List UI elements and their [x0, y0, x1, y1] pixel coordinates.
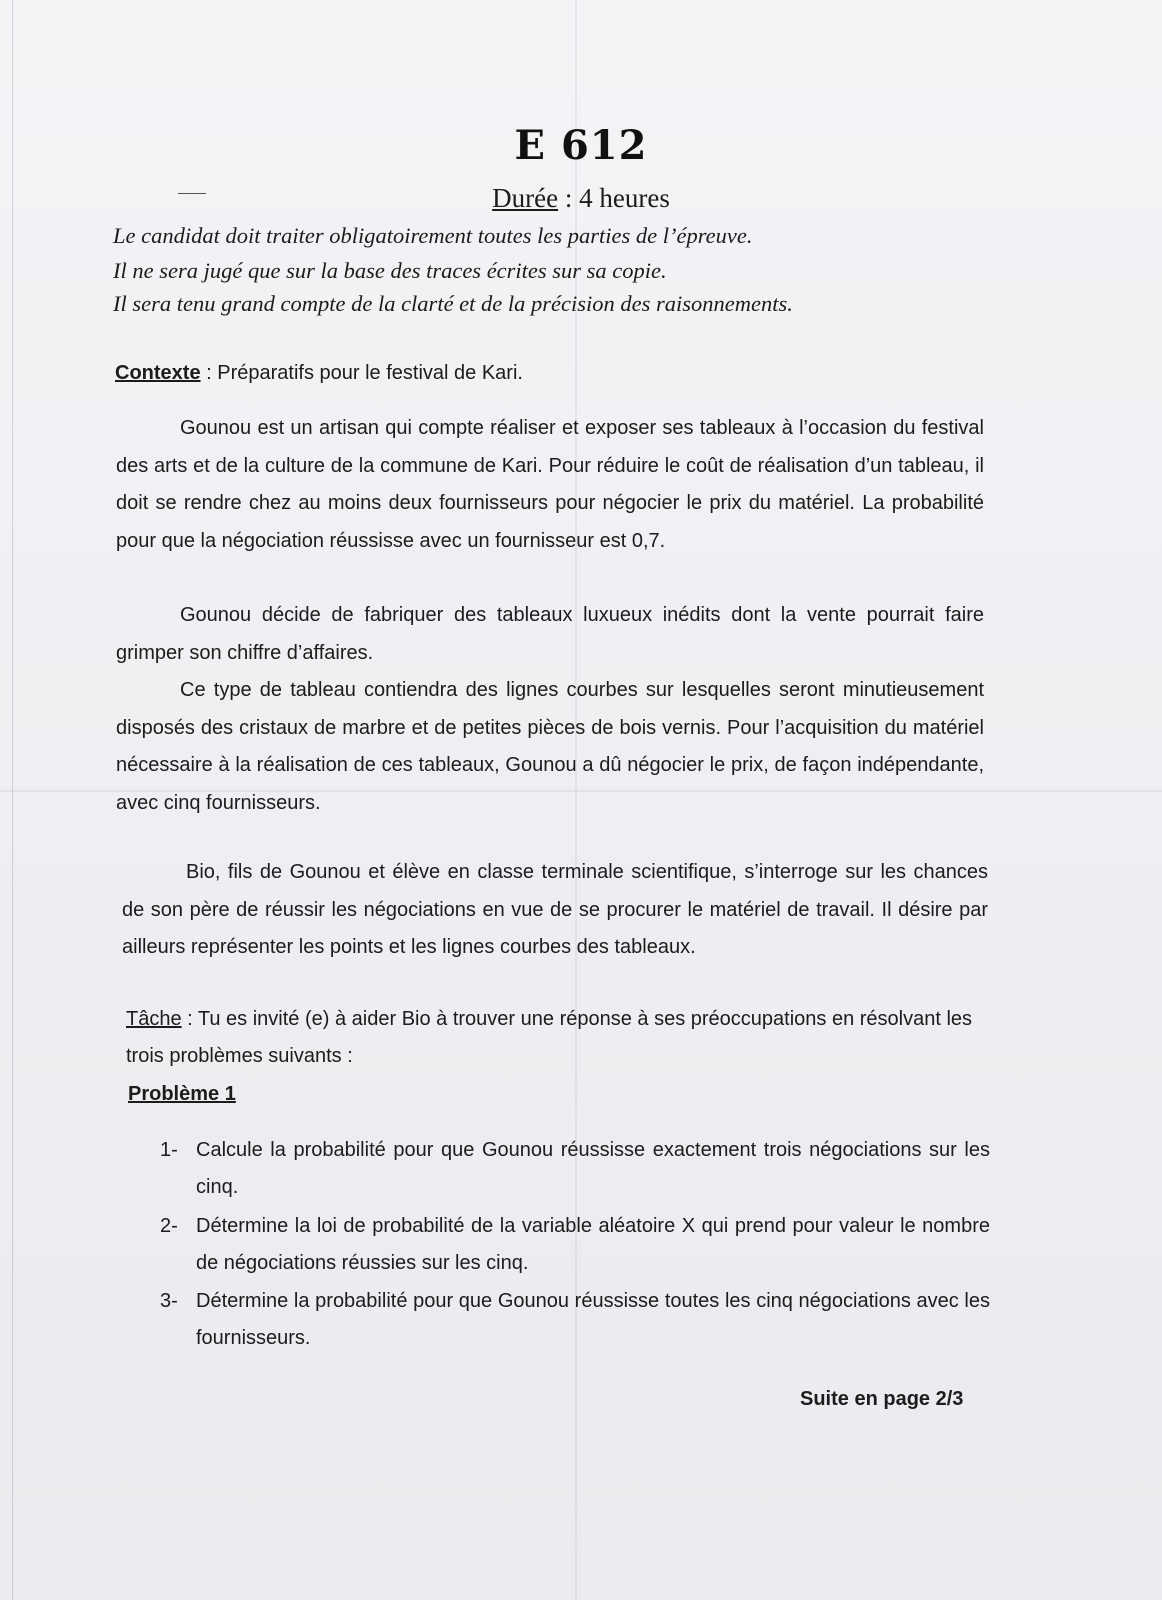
question-number: 2- — [160, 1215, 178, 1237]
instruction-line: Il sera tenu grand compte de la clarté et de la précision des raisonnements. — [113, 291, 793, 316]
question-number: 3- — [160, 1290, 178, 1312]
duration-value: : 4 heures — [558, 183, 670, 213]
question-item — [160, 1283, 990, 1357]
instruction-line: Le candidat doit traiter obligatoirement toutes les parties de l’épreuve. — [113, 223, 753, 248]
task-statement — [126, 1001, 990, 1075]
question-number: 1- — [160, 1139, 178, 1161]
question-text: Calcule la probabilité pour que Gounou réussisse exactement trois négociations sur les cinq. — [196, 1139, 990, 1198]
context-paragraph: Gounou décide de fabriquer des tableaux luxueux inédits dont la vente pourrait faire grimper son chiffre d’affaires. — [116, 604, 984, 664]
duration-label: Durée — [492, 183, 559, 213]
context-label: Contexte — [115, 362, 201, 384]
question-item — [160, 1208, 990, 1282]
question-item — [160, 1132, 990, 1206]
context-paragraph: Bio, fils de Gounou et élève en classe terminale scientifique, s’interroge sur les chances de son père de réussir les négociations en vue de se procurer le matériel de travail. Il désire par ailleurs représenter les points et les lignes courbes des tableaux. — [122, 861, 988, 958]
question-text: Détermine la probabilité pour que Gounou réussisse toutes les cinq négociations avec les fournisseurs. — [196, 1290, 990, 1349]
exam-code: E 612 — [514, 122, 648, 169]
exam-duration — [0, 183, 1162, 214]
paper-edge — [12, 0, 13, 1600]
question-text: Détermine la loi de probabilité de la variable aléatoire X qui prend pour valeur le nombre de négociations réussies sur les cinq. — [196, 1215, 990, 1274]
context-paragraph: Ce type de tableau contiendra des lignes courbes sur lesquelles seront minutieusement disposés des cristaux de marbre et de petites pièces de bois vernis. Pour l’acquisition du matériel nécessaire à la réalisation de ces tableaux, Gounou a dû négocier le prix, de façon indépendante, avec cinq fournisseurs. — [116, 679, 984, 814]
context-paragraph: Gounou est un artisan qui compte réaliser et exposer ses tableaux à l’occasion du festival des arts et de la culture de la commune de Kari. Pour réduire le coût de réalisation d’un tableau, il doit se rendre chez au moins deux fournisseurs pour négocier le prix du matériel. La probabilité pour que la négociation réussisse avec un fournisseur est 0,7. — [116, 417, 984, 552]
instruction-line: Il ne sera jugé que sur la base des traces écrites sur sa copie. — [113, 258, 667, 283]
problem-1-title: Problème 1 — [128, 1083, 236, 1105]
context-heading — [115, 362, 523, 385]
task-text: : Tu es invité (e) à aider Bio à trouver une réponse à ses préoccupations en résolvant les trois problèmes suivants : — [126, 1008, 973, 1067]
next-page-note: Suite en page 2/3 — [800, 1388, 964, 1410]
context-text: : Préparatifs pour le festival de Kari. — [200, 362, 523, 384]
task-label: Tâche — [126, 1008, 182, 1030]
